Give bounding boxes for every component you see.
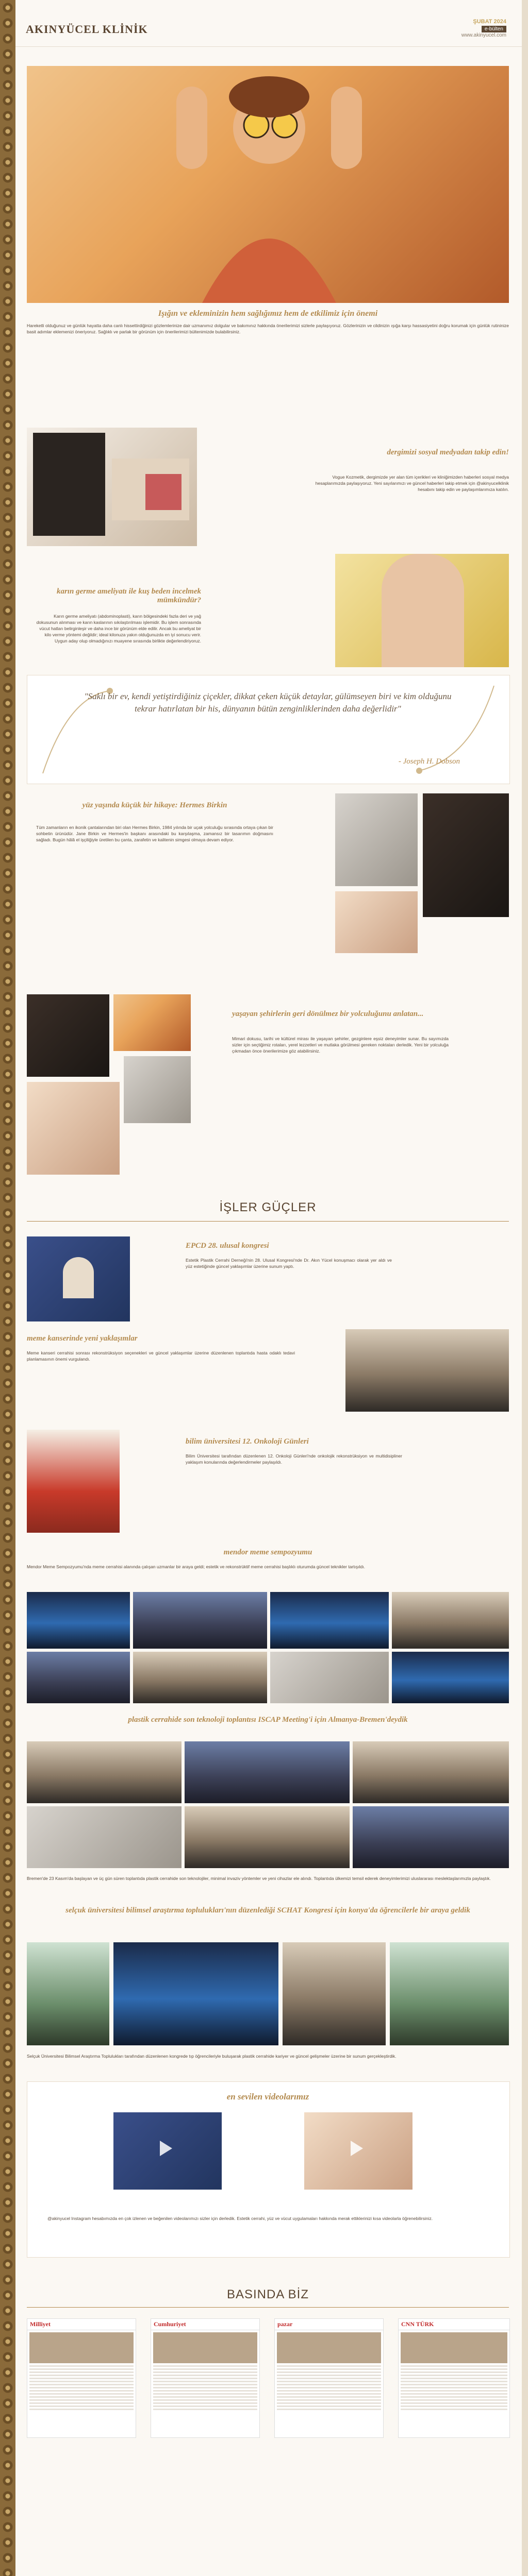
issue-info [461,19,506,38]
oncology-days-photo [27,1430,120,1533]
decorative-right-border [522,0,528,2576]
site-link[interactable]: www.akinyucel.com [461,32,506,38]
press-clipping-2[interactable] [151,2318,260,2438]
meeting-group-photo [345,1329,509,1412]
iscap-photo-1 [27,1741,182,1803]
symposium-photo-8 [392,1652,509,1703]
schat-photo-2 [113,1942,278,2045]
iscap-photo-4 [27,1806,182,1868]
city-photo-3 [27,1082,120,1175]
issue-badge: e-bülten [482,26,506,32]
works-6-body: Selçuk Üniversitesi Bilimsel Araştırma Toplulukları tarafından düzenlenen kongrede tıp öğrencileriyle buluşarak plastik cerrahide kariyer ve güncel gelişmeler üzerine bir sunum gerçekleştirdik. [27,2054,397,2059]
works-section-title: İŞLER GÜÇLER [219,1200,317,1214]
newsletter-page [15,0,522,2576]
press-mast-3: pazar [275,2319,383,2330]
city-photo-2 [113,994,191,1051]
section-divider [27,1221,509,1222]
press-clipping-3[interactable] [274,2318,384,2438]
iscap-photo-5 [185,1806,350,1868]
works-2-headline: meme kanserinde yeni yaklaşımlar [27,1334,138,1343]
iscap-photo-2 [185,1741,350,1803]
story5-headline: yaşayan şehirlerin geri dönülmez bir yolculuğunu anlatan... [232,1010,424,1018]
schat-photo-4 [390,1942,509,2045]
press-mast-4: CNN TÜRK [399,2319,509,2330]
videos-card [27,2081,510,2258]
press-divider [27,2307,509,2308]
issue-date: ŞUBAT 2024 [473,19,506,25]
works-1-headline: EPCD 28. ulusal kongresi [186,1242,269,1250]
works-1-body: Estetik Plastik Cerrahi Derneği'nin 28. Ulusal Kongresi'nde Dr. Akın Yücel konuşmacı olarak yer aldı ve yüz estetiğinde güncel yaklaşımlar üzerine sunum yaptı. [186,1258,392,1269]
story2-body: Vogue Kozmetik, dergimizde yer alan tüm içerikleri ve kliniğimizden haberleri sosyal medya hesaplarımızda paylaşıyoruz. Yeni sayılarımızı ve güncel haberleri takip etmek için @akinyucelklinik hesabını takip edin ve paylaşımlarımıza katılın. [315,474,509,492]
jane-birkin-photo [335,793,418,886]
schat-photo-3 [283,1942,386,2045]
iscap-photo-3 [353,1741,509,1803]
works-4-headline: mendor meme sempozyumu [223,1548,312,1556]
hero-photo [27,66,509,303]
story3-headline: karın germe ameliyatı ile kuş beden incelmek mümkündür? [57,587,201,604]
city-photo-1 [27,994,109,1077]
blank-spacer [27,2463,509,2576]
header [15,0,522,47]
quote-author: - Joseph H. Dobson [398,757,460,766]
symposium-photo-3 [270,1592,389,1649]
symposium-photo-6 [133,1652,267,1703]
quote-text: "Saklı bir ev, kendi yetiştirdiğiniz çiçekler, dikkat çeken küçük detaylar, gülümseyen biri ve kim olduğunu tekrar hatırlatan bir his, dünyanın bütün zenginliklerinden daha değerlidir" [84,691,452,714]
works-6-headline: selçuk üniversitesi bilimsel araştırma toplulukları'nın düzenlediği SCHAT Kongresi için konya'da öğrencilerle bir araya geldik [65,1906,470,1914]
press-title: BASINDA BİZ [226,2287,309,2301]
videos-title: en sevilen videolarımız [226,2092,309,2102]
decorative-left-border [0,0,15,2576]
story5-body: Mimari dokusu, tarihi ve kültürel mirası ile yaşayan şehirler, gezginlere eşsiz deneyimler sunar. Bu sayımızda sizler için seçtiğimiz rotaları, yerel lezzetleri ve mutlaka görülmesi gereken noktaları derledik. Yeni bir yolculuğa çıkmadan önce önerilerimize göz atabilirsiniz. [232,1036,449,1054]
abdomen-photo [335,554,509,667]
clinic-logo[interactable]: AKINYÜCEL KLİNİK [26,23,148,36]
intro-body: Hareketli olduğunuz ve günlük hayatta daha canlı hissettirdiğinizi gözlemlerinize dair uzmanımız dolgular ve bakımınız hakkında önerilerimizi sizlerle paylaşıyoruz. Gözlerinizin ve cildinizin ışığa karşı hassasiyetini doğru korumak için günlük rutininize basit adımlar eklemenizi öneriyoruz. Sağlıklı ve parlak bir görünüm için önerilerimizi bültenimizde bulabilirsiniz. [27,323,509,334]
intro-headline: Işığın ve ekleminizin hem sağlığımız hem de etkilimiz için önemi [158,309,378,318]
works-2-body: Meme kanseri cerrahisi sonrası rekonstrüksiyon seçenekleri ve güncel yaklaşımlar üzerine düzenlenen toplantıda hasta odaklı tedavi planlamasının önemi vurgulandı. [27,1350,295,1362]
works-5-headline: plastik cerrahide son teknoloji toplantısı ISCAP Meeting'i için Almanya-Bremen'deydik [128,1716,408,1724]
city-photo-4 [124,1056,191,1123]
birkin-detail-photo [335,891,418,953]
story3-body: Karın germe ameliyatı (abdominoplasti), karın bölgesindeki fazla deri ve yağ dokusunun alınması ve karın kaslarının sıkılaştırılması işlemidir. Bu işlem sonrasında vücut hatları belirginleşir ve daha ince bir görünüm elde edilir. Ancak bu ameliyat bir kilo verme yöntemi değildir; ideal kilonuza yakın olduğunuzda en iyi sonucu verir. Uygun aday olup olmadığınızı muayene sırasında birlikte değerlendiriyoruz. [36,614,201,643]
videos-body: @akinyucel Instagram hesabımızda en çok izlenen ve beğenilen videolarımızı sizler için derledik. Estetik cerrahi, yüz ve vücut uygulamaları hakkında merak ettiklerinizi kısa videolarla öğrenebilirsiniz. [47,2216,433,2221]
hero-figure [27,66,509,303]
press-clipping-1[interactable] [27,2318,136,2438]
press-mast-1: Milliyet [27,2319,136,2330]
works-4-body: Mendor Meme Sempozyumu'nda meme cerrahisi alanında çalışan uzmanlar bir araya geldi; estetik ve rekonstrüktif meme cerrahisi başlıklı oturumda güncel teknikler tartışıldı. [27,1564,365,1569]
press-clipping-4[interactable] [398,2318,510,2438]
symposium-photo-5 [27,1652,130,1703]
story2-headline: dergimizi sosyal medyadan takip edin! [387,448,509,456]
symposium-photo-7 [270,1652,389,1703]
epcd-poster [27,1236,130,1321]
symposium-photo-2 [133,1592,267,1649]
magazine-cover-photo [27,428,197,546]
iscap-photo-6 [353,1806,509,1868]
symposium-photo-4 [392,1592,509,1649]
works-3-body: Bilim Üniversitesi tarafından düzenlenen 12. Onkoloji Günleri'nde onkolojik rekonstrüksiyon ve multidisipliner yaklaşım konularında değerlendirmeler paylaşıldı. [186,1453,402,1465]
video-thumb-1[interactable] [113,2112,222,2190]
video-thumb-2[interactable] [304,2112,412,2190]
press-mast-2: Cumhuriyet [151,2319,259,2330]
works-3-headline: bilim üniversitesi 12. Onkoloji Günleri [186,1437,309,1446]
works-5-body: Bremen'de 23 Kasım'da başlayan ve üç gün süren toplantıda plastik cerrahide son teknolojiler, minimal invaziv yöntemler ve yeni cihazlar ele alındı. Toplantıda ülkemizi temsil ederek deneyimlerimizi uluslararası meslektaşlarımızla paylaştık. [27,1876,491,1881]
schat-photo-1 [27,1942,109,2045]
story4-body: Tüm zamanların en ikonik çantalarından biri olan Hermes Birkin, 1984 yılında bir uçak yolculuğu sırasında ortaya çıkan bir sohbetin ürünüdür. Jane Birkin ve Hermes'in başkanı arasındaki bu karşılaşma, zamansız bir tasarımın doğmasını sağladı. Bugün hâlâ el işçiliğiyle üretilen bu çanta, zarafetin ve kalitenin simgesi olmaya devam ediyor. [36,825,273,842]
symposium-photo-1 [27,1592,130,1649]
story4-headline: yüz yaşında küçük bir hikaye: Hermes Birkin [82,801,227,809]
birkin-bag-photo [423,793,509,917]
